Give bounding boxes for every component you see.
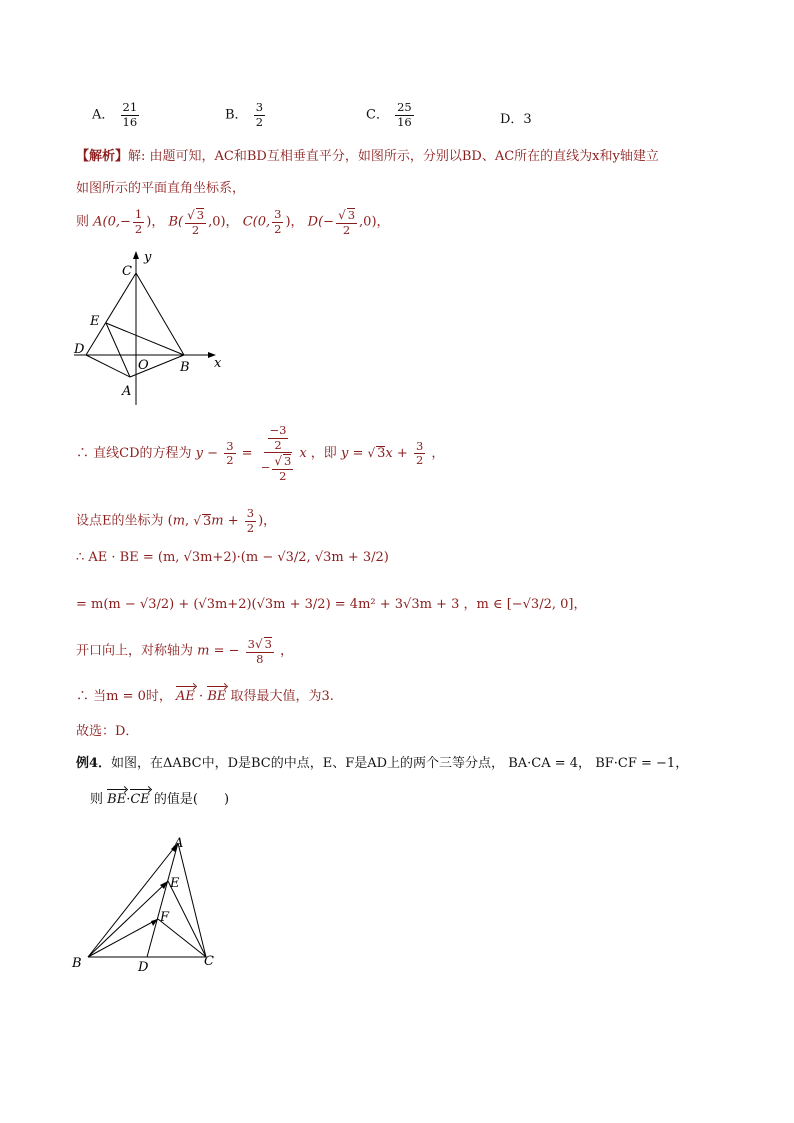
label-c: C — [204, 954, 214, 969]
analysis-line-2: 如图所示的平面直角坐标系， — [76, 181, 246, 196]
axis-line: 开口向上，对称轴为 m = − $\frac{3√ 3}{8}$ ， — [76, 637, 294, 666]
label-b: B — [72, 956, 82, 971]
point-e-line: 设点E的坐标为 (m, √ 3m + $\frac{3}{2}$ )， — [76, 506, 277, 535]
analysis-tag: 【解析】 — [76, 149, 129, 164]
analysis-line-1: 【解析】解: 由题可知，AC和BD互相垂直平分，如图所示，分别以BD、AC所在的直线为x和y轴建立 — [76, 149, 659, 164]
coordinate-figure — [60, 245, 230, 410]
dot-product-line-2: = m(m − √3/2) + (√3m+2)(√3m + 3/2) = 4m² + 3√3m + 3 ，m ∈ [−√3/2, 0]， — [76, 597, 587, 612]
label-a: A — [174, 836, 184, 851]
fraction: $\frac{21}{16}$ — [122, 100, 138, 129]
label-b: B — [180, 360, 190, 375]
max-line: ∴ 当m = 0时， AE · BE 取得最大值，为3. — [76, 689, 334, 704]
option-d: D．3 — [500, 112, 532, 127]
label-d: D — [138, 960, 149, 975]
fraction: $\frac{3}{2}$ — [255, 100, 264, 129]
label-o: O — [138, 358, 149, 373]
label-e: E — [170, 876, 180, 891]
label-c: C — [122, 264, 132, 279]
coordinates-line: 则 A(0,− $\frac{1}{2}$ )， B( $\frac{√ 3}{2}$ ,0)， C(0, $\frac{3}{2}$ )， D(− $\frac{√ 3}{2}$ ,0)， — [76, 207, 390, 237]
label-a: A — [122, 384, 132, 399]
label-x: x — [214, 356, 222, 371]
line-cd-equation: ∴ 直线CD的方程为 y − $\frac{3}{2}$ = $\frac{-3}{2}$ − $\frac{√ 3}{2}$ x ，即 y = √ 3x + $\frac{3}{2}$ ， — [76, 423, 445, 483]
label-f: F — [160, 910, 170, 925]
example-4-line-2: 则 BE·CE 的值是( ) — [90, 792, 230, 807]
fraction: $\frac{25}{16}$ — [397, 100, 412, 129]
answer-line: 故选：D． — [76, 724, 139, 739]
dot-product-line-1: ∴ AE · BE = (m, √3m+2)·(m − √3/2, √3m + 3/2) — [76, 550, 389, 565]
label-e: E — [90, 314, 100, 329]
example-tag: 例4． — [76, 756, 112, 771]
example-4-line-1: 例4．如图，在ΔABC中，D是BC的中点，E、F是AD上的两个三等分点， BA·CA = 4， BF·CF = −1， — [76, 756, 689, 771]
option-a: A． $\frac{21}{16}$ — [92, 100, 138, 129]
label-d: D — [74, 342, 85, 357]
option-c: C． $\frac{25}{16}$ — [366, 100, 412, 129]
triangle-figure — [68, 835, 228, 975]
option-b: B． $\frac{3}{2}$ — [225, 100, 264, 129]
label-y: y — [144, 250, 152, 265]
